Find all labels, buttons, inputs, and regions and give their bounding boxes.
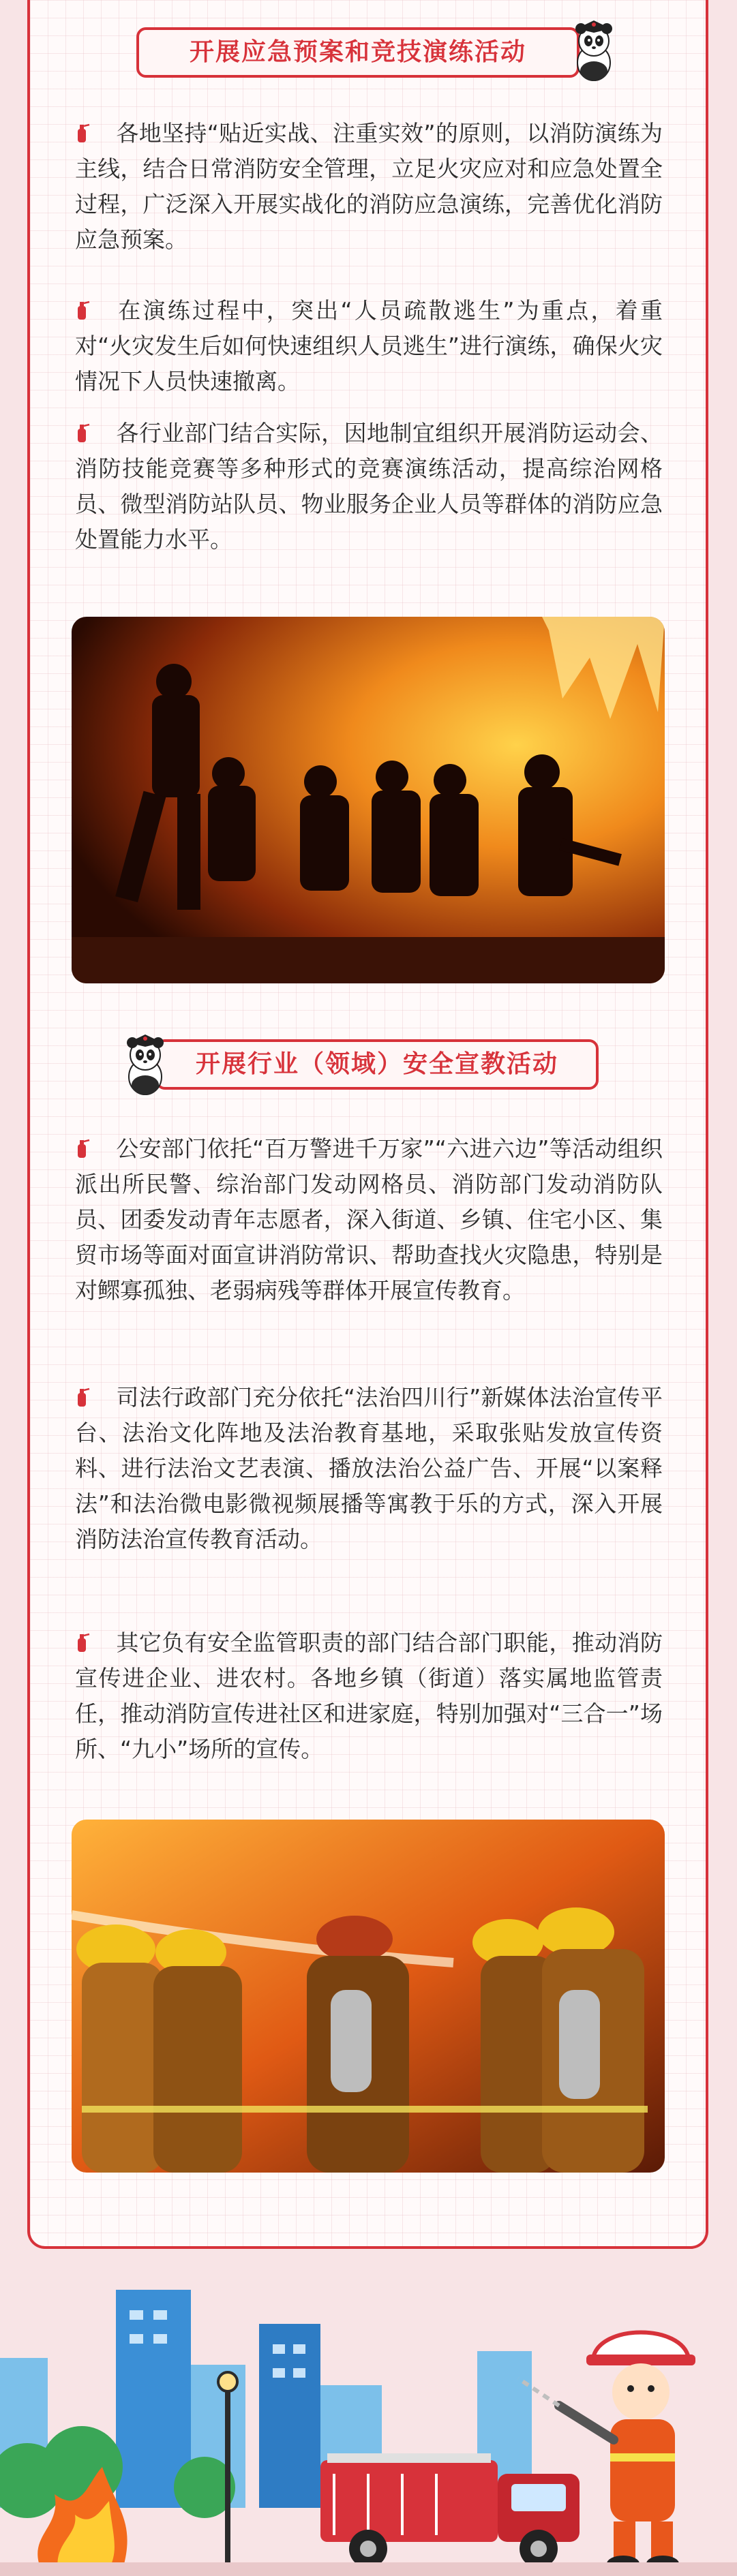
section-title-education: 开展行业（领域）安全宣教活动 bbox=[155, 1039, 599, 1090]
firefighters-gear-photo bbox=[72, 1820, 665, 2173]
paragraph-1 bbox=[75, 116, 663, 258]
paragraph-text: 在演练过程中，突出“人员疏散逃生”为重点，着重对“火灾发生后如何快速组织人员逃生”进行演练，确保火灾情况下人员快速撤离。 bbox=[75, 297, 663, 395]
fire-extinguisher-icon bbox=[75, 423, 90, 443]
paragraph-5 bbox=[75, 1380, 663, 1557]
fire-extinguisher-icon bbox=[75, 123, 90, 143]
paragraph-text: 各地坚持“贴近实战、注重实效”的原则，以消防演练为主线，结合日常消防安全管理，立足火灾应对和应急处置全过程，广泛深入开展实战化的消防应急演练，完善优化消防应急预案。 bbox=[75, 120, 663, 253]
fire-extinguisher-icon bbox=[75, 1387, 90, 1407]
paragraph-text: 司法行政部门充分依托“法治四川行”新媒体法治宣传平台、法治文化阵地及法治教育基地，采取张贴发放宣传资料、进行法治文艺表演、播放法治公益广告、开展“以案释法”和法治微电影微视频展播等寓教于乐的方式，深入开展消防法治宣传教育活动。 bbox=[75, 1384, 663, 1552]
paragraph-2 bbox=[75, 293, 663, 399]
firefighters-drill-photo bbox=[72, 617, 665, 983]
fire-extinguisher-icon bbox=[75, 1138, 90, 1159]
firefighting-scene-illustration bbox=[0, 2249, 737, 2576]
paragraph-4 bbox=[75, 1131, 663, 1308]
paragraph-3 bbox=[75, 416, 663, 557]
paragraph-text: 其它负有安全监管职责的部门结合部门职能，推动消防宣传进企业、进农村。各地乡镇（街道）落实属地监管责任，推动消防宣传进社区和进家庭，特别加强对“三合一”场所、“九小”场所的宣传。 bbox=[75, 1629, 663, 1762]
section-title-drills: 开展应急预案和竞技演练活动 bbox=[136, 27, 580, 78]
panda-mascot-icon bbox=[565, 15, 623, 83]
panda-mascot-icon bbox=[116, 1029, 175, 1097]
fire-extinguisher-icon bbox=[75, 1632, 90, 1653]
paragraph-text: 公安部门依托“百万警进千万家”“六进六边”等活动组织派出所民警、综治部门发动网格员、消防部门发动消防队员、团委发动青年志愿者，深入街道、乡镇、住宅小区、集贸市场等面对面宣讲消防常识、帮助查找火灾隐患，特别是对鳏寡孤独、老弱病残等群体开展宣传教育。 bbox=[75, 1135, 663, 1304]
paragraph-text: 各行业部门结合实际，因地制宜组织开展消防运动会、消防技能竞赛等多种形式的竞赛演练活动，提高综治网格员、微型消防站队员、物业服务企业人员等群体的消防应急处置能力水平。 bbox=[75, 420, 663, 553]
paragraph-6 bbox=[75, 1625, 663, 1767]
fire-truck bbox=[320, 2453, 580, 2568]
fire-extinguisher-icon bbox=[75, 300, 90, 320]
